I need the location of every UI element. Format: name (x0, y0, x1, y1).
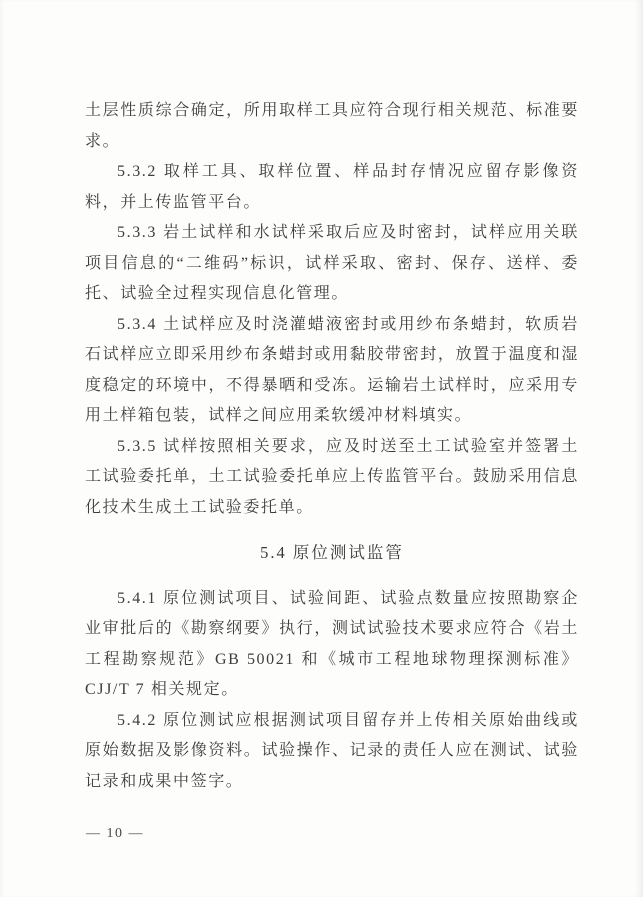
paragraph-5-4-1: 5.4.1 原位测试项目、试验间距、试验点数量应按照勘察企业审批后的《勘察纲要》执行，测试试验技术要求应符合《岩土工程勘察规范》GB 50021 和《城市工程地球物理探测标准》CJJ/T 7 相关规定。 (85, 589, 579, 698)
page-number: — 10 — (86, 826, 144, 841)
document-body (85, 96, 579, 797)
paragraph-5-3-4: 5.3.4 土试样应及时浇灌蜡液密封或用纱布条蜡封，软质岩石试样应立即采用纱布条蜡封或用黏胶带密封，放置于温度和湿度稳定的环境中，不得暴晒和受冻。运输岩土试样时，应采用专用土样箱包装，试样之间应用柔软缓冲材料填实。 (85, 315, 579, 424)
section-heading-5-4: 5.4 原位测试监管 (260, 543, 404, 562)
paragraph-5-3-3: 5.3.3 岩土试样和水试样采取后应及时密封，试样应用关联项目信息的“二维码”标识，试样采取、密封、保存、送样、委托、试验全过程实现信息化管理。 (85, 224, 579, 302)
paragraph-5-3-1-continuation: 土层性质综合确定，所用取样工具应符合现行相关规范、标准要求。 (85, 102, 579, 150)
paragraph-5-4-2: 5.4.2 原位测试应根据测试项目留存并上传相关原始曲线或原始数据及影像资料。试验操作、记录的责任人应在测试、试验记录和成果中签字。 (85, 711, 579, 790)
paragraph-5-3-2: 5.3.2 取样工具、取样位置、样品封存情况应留存影像资料，并上传监管平台。 (85, 163, 579, 211)
paragraph-5-3-5: 5.3.5 试样按照相关要求，应及时送至土工试验室并签署土工试验委托单，土工试验委托单应上传监管平台。鼓励采用信息化技术生成土工试验委托单。 (85, 437, 579, 516)
